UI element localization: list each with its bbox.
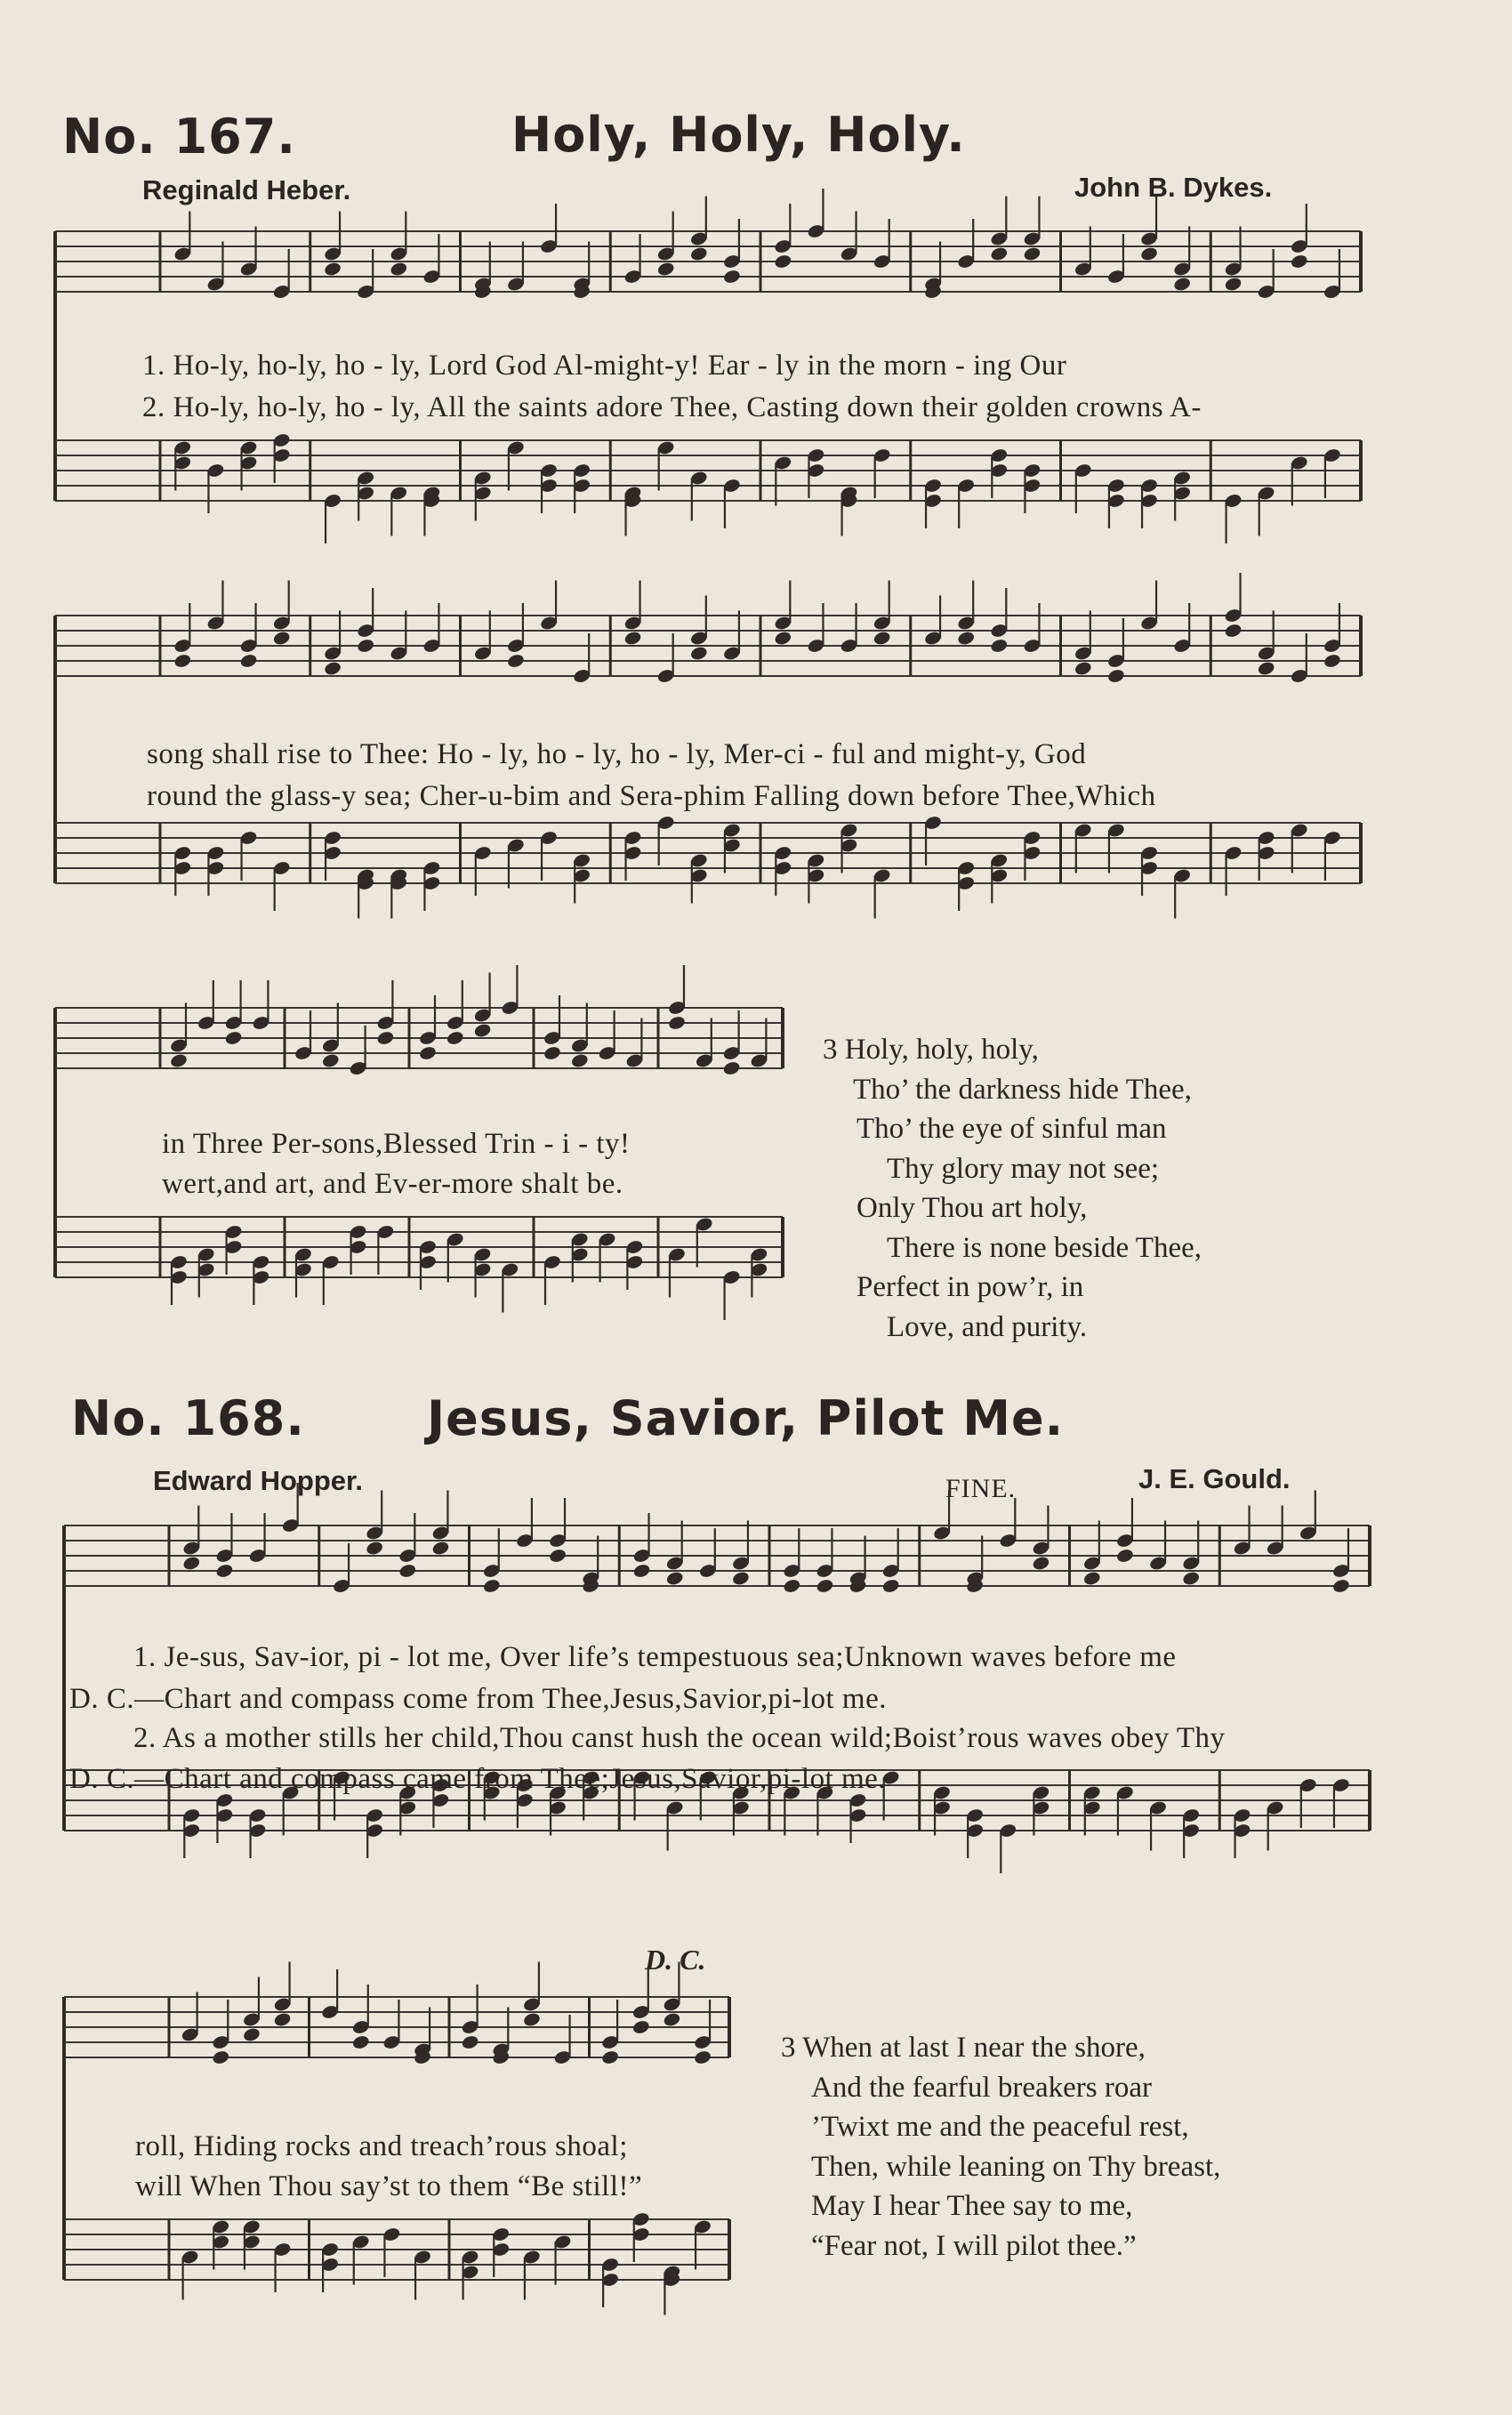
notehead xyxy=(1082,1570,1101,1586)
notehead xyxy=(1331,1578,1350,1594)
notehead xyxy=(461,2034,479,2050)
hymn-167-s3-verse2: wert,and art, and Ev-er-more shalt be. xyxy=(162,1168,623,1200)
hymn-168-s1-dc2: D. C.—Chart and compass came from Thee;Jesus,Savior,pi-lot me. xyxy=(69,1763,887,1795)
notehead xyxy=(351,2034,370,2050)
hymn-167-music-credit: John B. Dykes. xyxy=(1074,172,1273,203)
notehead xyxy=(665,1570,684,1586)
notehead xyxy=(543,1045,561,1061)
notehead xyxy=(272,630,291,646)
hymn-168-s2-verse2: will When Thou say’st to them “Be still!” xyxy=(135,2170,643,2202)
notehead xyxy=(1074,660,1092,676)
dc-marking: D. C. xyxy=(645,1944,706,1976)
verse-line: There is none beside Thee, xyxy=(887,1231,1202,1264)
notehead xyxy=(632,1563,651,1579)
notehead xyxy=(689,645,708,661)
notehead xyxy=(600,2049,619,2065)
verse-line: 3 When at last I near the shore, xyxy=(781,2032,1146,2064)
notehead xyxy=(1173,276,1192,292)
notehead xyxy=(731,1570,750,1586)
notehead xyxy=(990,246,1009,262)
notehead xyxy=(390,261,408,277)
notehead xyxy=(242,2026,261,2042)
notehead xyxy=(774,630,792,646)
notehead xyxy=(1290,254,1308,270)
notehead xyxy=(1257,660,1275,676)
notehead xyxy=(376,1030,395,1046)
notehead xyxy=(722,269,741,285)
notehead xyxy=(215,1563,234,1579)
notehead xyxy=(169,1052,188,1068)
verse-line: Love, and purity. xyxy=(887,1310,1088,1343)
notehead xyxy=(482,1578,501,1594)
hymn-167-s2-verse2: round the glass-y sea; Cher-u-bim and Sera-phim Falling down before Thee,Which xyxy=(147,780,1156,812)
hymn-167-words-credit: Reginald Heber. xyxy=(142,174,351,205)
verse-line: Perfect in pow’r, in xyxy=(857,1271,1084,1303)
notehead xyxy=(1224,276,1243,292)
hymn-168-s1-verse1: 1. Je-sus, Sav-ior, pi - lot me, Over life’s tempestuous sea;Unknown waves before me xyxy=(133,1641,1177,1673)
hymn-167-system-3-notation xyxy=(53,994,792,1332)
notehead xyxy=(990,638,1009,654)
notehead xyxy=(1115,1548,1134,1564)
verse-line: Only Thou art holy, xyxy=(857,1192,1088,1224)
notehead xyxy=(816,1578,834,1594)
notehead xyxy=(224,1030,243,1046)
notehead xyxy=(873,630,891,646)
notehead xyxy=(689,246,708,262)
verse-line: And the fearful breakers roar xyxy=(811,2071,1152,2104)
verse-line: Then, while leaning on Thy breast, xyxy=(811,2150,1221,2183)
notehead xyxy=(957,630,976,646)
hymn-168-number: No. 168. xyxy=(71,1390,305,1446)
notehead xyxy=(623,630,642,646)
notehead xyxy=(431,1540,450,1556)
notehead xyxy=(182,1555,201,1571)
notehead xyxy=(366,1540,384,1556)
notehead xyxy=(212,2049,230,2065)
notehead xyxy=(667,1015,686,1031)
verse-line: ’Twixt me and the peaceful rest, xyxy=(811,2111,1189,2143)
notehead xyxy=(631,2019,650,2035)
notehead xyxy=(1323,653,1341,669)
verse-line: Tho’ the darkness hide Thee, xyxy=(853,1073,1192,1106)
verse-line: May I hear Thee say to me, xyxy=(811,2190,1133,2222)
verse-line: Tho’ the eye of sinful man xyxy=(857,1113,1167,1145)
notehead xyxy=(548,1548,567,1564)
notehead xyxy=(357,638,375,654)
notehead xyxy=(239,653,258,669)
notehead xyxy=(881,1578,900,1594)
notehead xyxy=(1023,246,1042,262)
hymn-168-s2-verse1: roll, Hiding rocks and treach’rous shoal; xyxy=(135,2130,628,2162)
notehead xyxy=(323,261,342,277)
notehead xyxy=(323,660,342,676)
notehead xyxy=(446,1030,464,1046)
notehead xyxy=(722,1060,741,1076)
verse-line: 3 Holy, holy, holy, xyxy=(823,1034,1039,1066)
fine-marking: FINE. xyxy=(945,1474,1017,1503)
notehead xyxy=(1224,623,1243,639)
hymn-167-title: Holy, Holy, Holy. xyxy=(511,107,966,163)
hymn-167-s3-verse1: in Three Per-sons,Blessed Trin - i - ty! xyxy=(162,1128,631,1160)
notehead xyxy=(783,1578,801,1594)
hymn-167-number: No. 167. xyxy=(62,109,296,165)
verse-line: Thy glory may not see; xyxy=(887,1152,1160,1185)
hymn-167-s1-verse1: 1. Ho-ly, ho-ly, ho - ly, Lord God Al-might-y! Ear - ly in the morn - ing Our xyxy=(142,350,1067,382)
notehead xyxy=(1182,1570,1201,1586)
notehead xyxy=(1106,668,1125,684)
hymn-168-system-1-notation xyxy=(62,1512,1370,1930)
notehead xyxy=(693,2049,712,2065)
notehead xyxy=(321,1052,340,1068)
notehead xyxy=(418,1045,437,1061)
hymn-168-music-credit: J. E. Gould. xyxy=(1138,1463,1291,1494)
notehead xyxy=(506,653,525,669)
notehead xyxy=(656,261,675,277)
hymn-168-s1-verse2: 2. As a mother stills her child,Thou canst hush the ocean wild;Boist’rous waves obey Thy xyxy=(133,1722,1226,1754)
notehead xyxy=(774,254,792,270)
hymn-168-s1-dc1: D. C.—Chart and compass come from Thee,Jesus,Savior,pi-lot me. xyxy=(69,1683,887,1715)
notehead xyxy=(570,1052,589,1068)
hymn-168-verse-3 xyxy=(781,2028,1220,2266)
notehead xyxy=(398,1563,417,1579)
hymn-167-s1-verse2: 2. Ho-ly, ho-ly, ho - ly, All the saints adore Thee, Casting down their golden crowns A- xyxy=(142,391,1202,423)
hymn-168-words-credit: Edward Hopper. xyxy=(153,1465,363,1496)
notehead xyxy=(1032,1555,1050,1571)
hymn-167-verse-3 xyxy=(823,1030,1202,1347)
notehead xyxy=(473,1022,492,1038)
hymn-167-system-2-notation xyxy=(53,607,1361,945)
notehead xyxy=(173,653,192,669)
hymn-168-title: Jesus, Savior, Pilot Me. xyxy=(427,1390,1065,1446)
notehead xyxy=(663,2011,681,2027)
notehead xyxy=(522,2011,541,2027)
verse-line: “Fear not, I will pilot thee.” xyxy=(811,2229,1137,2262)
notehead xyxy=(273,2011,292,2027)
hymn-167-s2-verse1: song shall rise to Thee: Ho - ly, ho - ly, ho - ly, Mer-ci - ful and might-y, God xyxy=(147,738,1087,770)
notehead xyxy=(1139,246,1158,262)
